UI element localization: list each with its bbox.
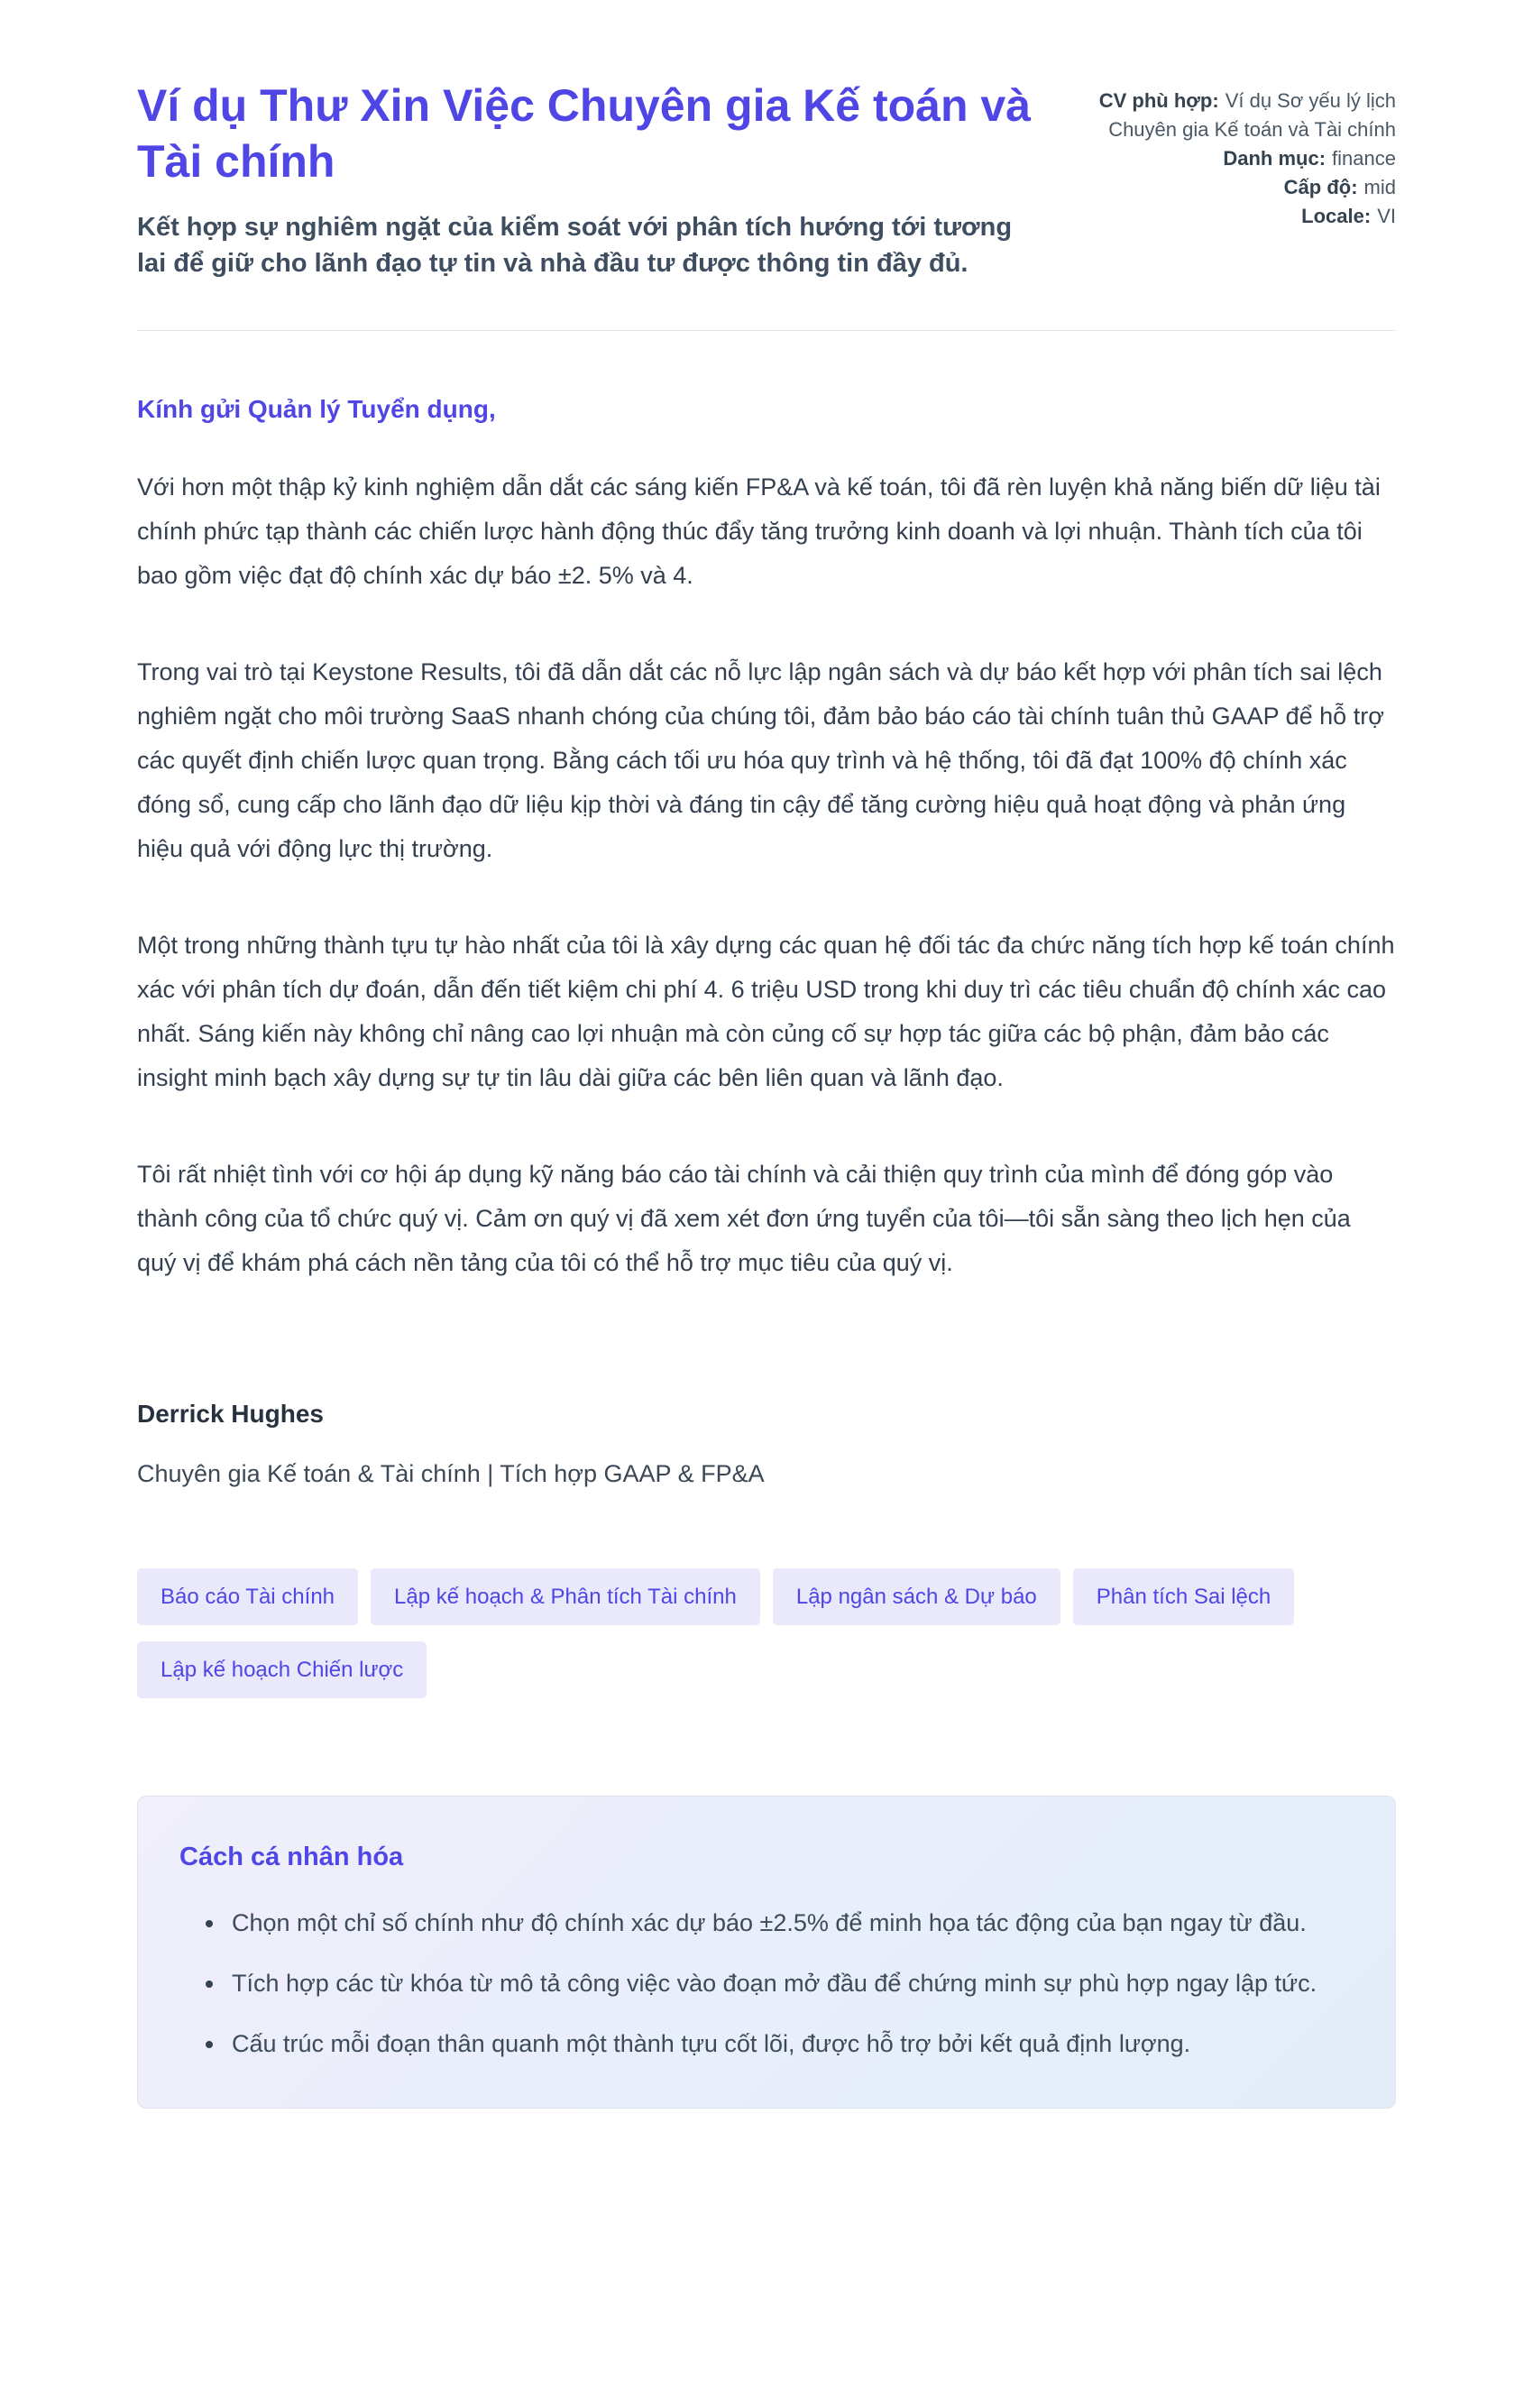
meta-label: Cấp độ: [1283, 176, 1358, 198]
meta-panel [1085, 78, 1396, 231]
skill-tag-chip: Báo cáo Tài chính [137, 1568, 358, 1625]
callout-tip-item: • Chọn một chỉ số chính như độ chính xác dự báo ±2.5% để minh họa tác động của bạn ngay từ đầu. [226, 1900, 1352, 1945]
signature-name: Derrick Hughes [137, 1400, 324, 1428]
skill-tag-chip: Lập ngân sách & Dự báo [773, 1568, 1060, 1625]
meta-value: Ví dụ Sơ yếu lý lịch Chuyên gia Kế toán và Tài chính [1108, 89, 1396, 141]
callout-tip-list [179, 1900, 1352, 2066]
meta-value: finance [1332, 147, 1396, 170]
skill-tags [137, 1568, 1396, 1698]
meta-value: VI [1377, 205, 1396, 227]
meta-row [1085, 87, 1396, 144]
letter-body [137, 394, 1396, 1489]
letter-greeting: Kính gửi Quản lý Tuyển dụng, [137, 395, 496, 423]
personalization-callout [137, 1796, 1396, 2109]
callout-title: Cách cá nhân hóa [179, 1843, 404, 1871]
letter-paragraph: Một trong những thành tựu tự hào nhất của tôi là xây dựng các quan hệ đối tác đa chức năng tích hợp kế toán chính xác với phân tích dự đoán, dẫn đến tiết kiệm chi phí 4. 6 triệu USD trong khi duy trì các tiêu chuẩn độ chính xác cao nhất. Sáng kiến này không chỉ nâng cao lợi nhuận mà còn củng cố sự hợp tác giữa các bộ phận, đảm bảo các insight minh bạch xây dựng sự tự tin lâu dài giữa các bên liên quan và lãnh đạo. [137, 932, 1395, 1091]
header-title-block [137, 78, 1043, 281]
callout-tip-item: • Cấu trúc mỗi đoạn thân quanh một thành tựu cốt lõi, được hỗ trợ bởi kết quả định lượng. [226, 2021, 1352, 2066]
meta-value: mid [1363, 176, 1396, 198]
meta-label: CV phù hợp: [1098, 89, 1219, 112]
letter-paragraphs [137, 465, 1396, 1285]
meta-row [1085, 173, 1396, 202]
page-title: Ví dụ Thư Xin Việc Chuyên gia Kế toán và Tài chính [137, 80, 1032, 187]
letter-paragraph: Với hơn một thập kỷ kinh nghiệm dẫn dắt các sáng kiến FP&A và kế toán, tôi đã rèn luyện khả năng biến dữ liệu tài chính phức tạp thành các chiến lược hành động thúc đẩy tăng trưởng kinh doanh và lợi nhuận. Thành tích của tôi bao gồm việc đạt độ chính xác dự báo ±2. 5% và 4. [137, 473, 1381, 589]
meta-row [1085, 144, 1396, 173]
skill-tag-chip: Lập kế hoạch & Phân tích Tài chính [371, 1568, 760, 1625]
page-header [137, 78, 1396, 281]
page-subtitle: Kết hợp sự nghiêm ngặt của kiểm soát với phân tích hướng tới tương lai để giữ cho lãnh đạo tự tin và nhà đầu tư được thông tin đầy đủ. [137, 213, 1013, 278]
meta-label: Danh mục: [1223, 147, 1326, 170]
meta-row [1085, 202, 1396, 231]
meta-label: Locale: [1301, 205, 1372, 227]
signature-role: Chuyên gia Kế toán & Tài chính | Tích hợp GAAP & FP&A [137, 1460, 765, 1487]
letter-paragraph: Trong vai trò tại Keystone Results, tôi đã dẫn dắt các nỗ lực lập ngân sách và dự báo kết hợp với phân tích sai lệch nghiêm ngặt cho môi trường SaaS nhanh chóng của chúng tôi, đảm bảo báo cáo tài chính tuân thủ GAAP để hỗ trợ các quyết định chiến lược quan trọng. Bằng cách tối ưu hóa quy trình và hệ thống, tôi đã đạt 100% độ chính xác đóng sổ, cung cấp cho lãnh đạo dữ liệu kịp thời và đáng tin cậy để tăng cường hiệu quả hoạt động và phản ứng hiệu quả với động lực thị trường. [137, 658, 1384, 862]
skill-tag-chip: Phân tích Sai lệch [1073, 1568, 1294, 1625]
callout-tip-item: • Tích hợp các từ khóa từ mô tả công việc vào đoạn mở đầu để chứng minh sự phù hợp ngay lập tức. [226, 1961, 1352, 2006]
skill-tag-chip: Lập kế hoạch Chiến lược [137, 1641, 427, 1698]
header-divider [137, 330, 1396, 331]
letter-paragraph: Tôi rất nhiệt tình với cơ hội áp dụng kỹ năng báo cáo tài chính và cải thiện quy trình của mình để đóng góp vào thành công của tổ chức quý vị. Cảm ơn quý vị đã xem xét đơn ứng tuyển của tôi—tôi sẵn sàng theo lịch hẹn của quý vị để khám phá cách nền tảng của tôi có thể hỗ trợ mục tiêu của quý vị. [137, 1161, 1351, 1276]
cover-letter-page [137, 0, 1396, 2109]
